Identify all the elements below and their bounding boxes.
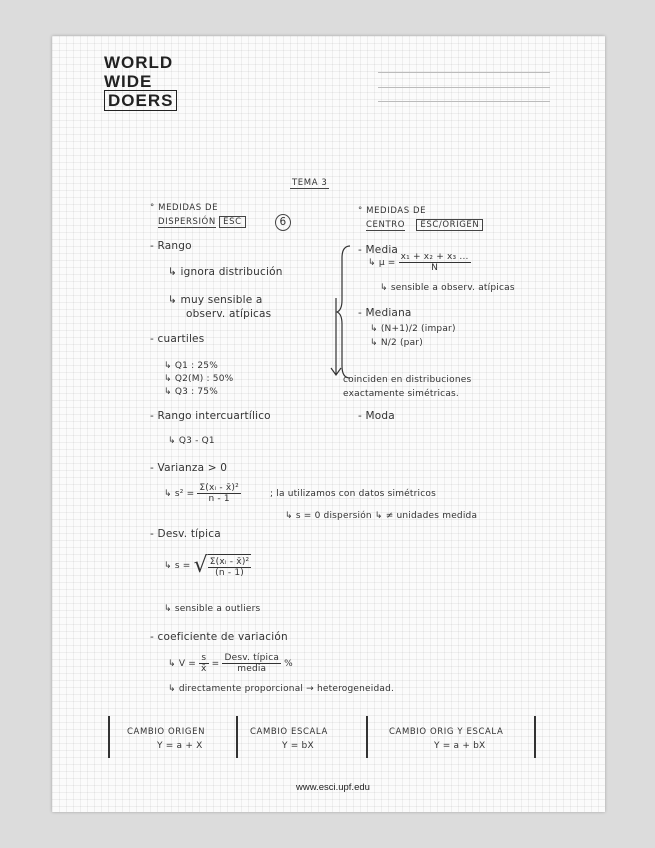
varianza-note-2: ↳ s = 0 dispersión ↳ ≠ unidades medida (285, 511, 478, 521)
table-cell-formula: Y = a + X (157, 741, 203, 751)
lesson-number: 6 (275, 214, 291, 231)
coinciden-note: coinciden en distribuciones exactamente simétricas. (343, 375, 472, 399)
right-header: ° MEDIDAS DE CENTRO ESC/ORIGEN (358, 204, 483, 232)
media-formula: ↳ μ = $\frac{\text{x₁ + x₂ + x₃ ...}}{N}$ (368, 252, 469, 273)
page-title: TEMA 3 (292, 178, 328, 188)
logo: WORLD WIDE DOERS (104, 53, 177, 110)
table-cell-header: CAMBIO ORIG Y ESCALA (389, 727, 504, 737)
varianza-title: - Varianza > 0 (150, 462, 228, 474)
table-divider (366, 716, 368, 758)
table-divider (534, 716, 536, 758)
cv-formula: ↳ V = $\frac{s}{x̄}$ = $\frac{\text{Desv. típica}}{\text{media}}$ % (168, 653, 293, 674)
left-header: ° MEDIDAS DE DISPERSIÓN ESC (150, 201, 246, 229)
table-divider (236, 716, 238, 758)
mediana-list: ↳ (N+1)/2 (impar) ↳ N/2 (par) (370, 324, 456, 348)
header-line (378, 72, 550, 73)
cuartiles-list: ↳ Q1 : 25% ↳ Q2(M) : 50% ↳ Q3 : 75% (164, 361, 234, 397)
rango-note-1: ↳ ignora distribución (168, 266, 283, 278)
varianza-formula: ↳ s² = $\frac{\text{Σ(xᵢ - x̄)²}}{n - 1}$ (164, 483, 239, 504)
media-note: ↳ sensible a observ. atípicas (380, 283, 515, 293)
arrow-down-icon (329, 296, 343, 378)
media-title: - Media (358, 244, 399, 256)
cuartiles-title: - cuartiles (150, 333, 205, 345)
table-cell-formula: Y = a + bX (434, 741, 486, 751)
desv-note: ↳ sensible a outliers (164, 604, 261, 614)
esc-tag: ESC (219, 216, 246, 228)
cv-title: - coeficiente de variación (150, 631, 288, 643)
rango-title: - Rango (150, 240, 192, 252)
table-cell-formula: Y = bX (282, 741, 314, 751)
cv-note: ↳ directamente proporcional → heterogeneidad. (168, 684, 395, 694)
moda-title: - Moda (358, 410, 395, 422)
header-line (378, 87, 550, 88)
mediana-title: - Mediana (358, 307, 412, 319)
footer-url: www.esci.upf.edu (296, 782, 370, 793)
rango-note-2: ↳ muy sensible a observ. atípicas (168, 294, 272, 320)
table-cell-header: CAMBIO ORIGEN (127, 727, 206, 737)
desv-formula: ↳ s = √ $\frac{\text{Σ(xᵢ - x̄)²}}{(n - 1)}$ (164, 553, 250, 578)
desv-title: - Desv. típica (150, 528, 221, 540)
varianza-note-1: ; la utilizamos con datos simétricos (270, 489, 436, 499)
esc-origen-tag: ESC/ORIGEN (416, 219, 483, 231)
notebook-page (52, 36, 605, 812)
table-divider (108, 716, 110, 758)
ric-title: - Rango intercuartílico (150, 410, 271, 422)
header-line (378, 101, 550, 102)
ric-formula: ↳ Q3 - Q1 (168, 436, 215, 446)
table-cell-header: CAMBIO ESCALA (250, 727, 328, 737)
